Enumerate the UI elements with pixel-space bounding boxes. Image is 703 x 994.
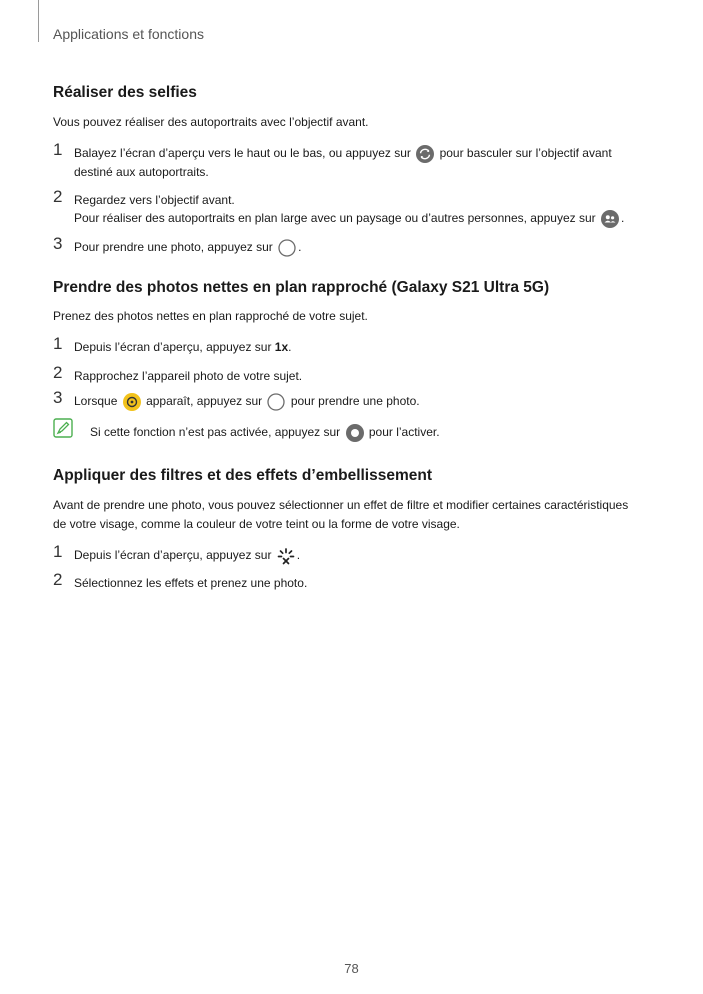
wide-selfie-icon bbox=[601, 210, 619, 228]
note-icon bbox=[53, 418, 73, 438]
header-title: Applications et fonctions bbox=[53, 26, 204, 42]
step-text: apparaît, appuyez sur bbox=[146, 394, 263, 408]
step-text: Pour prendre une photo, appuyez sur bbox=[74, 240, 273, 254]
step-text: Sélectionnez les effets et prenez une photo. bbox=[74, 576, 308, 590]
step-text: Depuis l’écran d’aperçu, appuyez sur bbox=[74, 548, 272, 562]
step-text: pour basculer sur l’objectif avant bbox=[439, 146, 612, 160]
section-title-filters: Appliquer des filtres et des effets d’embellissement bbox=[53, 467, 433, 484]
note-text-b: pour l’activer. bbox=[368, 425, 440, 439]
step-number: 3 bbox=[53, 388, 63, 407]
step-text: . bbox=[296, 548, 301, 562]
step-text: . bbox=[298, 240, 302, 254]
focus-enhancer-icon bbox=[123, 393, 141, 411]
step-text: . bbox=[621, 211, 625, 225]
note-text bbox=[90, 423, 440, 442]
step-text: Pour réaliser des autoportraits en plan large avec un paysage ou d’autres personnes, appuyez sur bbox=[74, 211, 596, 225]
section-intro-closeup: Prenez des photos nettes en plan rapproché de votre sujet. bbox=[53, 309, 368, 323]
step-number: 1 bbox=[53, 542, 63, 561]
step-number: 2 bbox=[53, 363, 63, 382]
step-text: Rapprochez l’appareil photo de votre sujet. bbox=[74, 369, 303, 383]
step-number: 1 bbox=[53, 140, 63, 159]
section-intro-filters-2: de votre visage, comme la couleur de votre teint ou la forme de votre visage. bbox=[53, 517, 460, 531]
toggle-icon bbox=[346, 424, 364, 442]
section-intro-filters-1: Avant de prendre une photo, vous pouvez sélectionner un effet de filtre et modifier certaines caractéristiques bbox=[53, 498, 629, 512]
step-text: destiné aux autoportraits. bbox=[74, 164, 209, 179]
step-text: Lorsque bbox=[74, 394, 118, 408]
step-text: pour prendre une photo. bbox=[290, 394, 420, 408]
zoom-label: 1x bbox=[274, 340, 289, 354]
step-number: 2 bbox=[53, 570, 63, 589]
shutter-icon bbox=[278, 239, 296, 257]
step-text: Balayez l’écran d’aperçu vers le haut ou le bas, ou appuyez sur bbox=[74, 146, 411, 160]
step-number: 3 bbox=[53, 234, 63, 253]
shutter-icon bbox=[267, 393, 285, 411]
note-text-a: Si cette fonction n’est pas activée, appuyez sur bbox=[90, 425, 341, 439]
step-text: Depuis l’écran d’aperçu, appuyez sur bbox=[74, 340, 272, 354]
switch-camera-icon bbox=[416, 145, 434, 163]
filters-icon bbox=[277, 547, 295, 565]
step-text: Regardez vers l’objectif avant. bbox=[74, 193, 235, 207]
header-rule bbox=[38, 0, 39, 42]
page-number: 78 bbox=[344, 961, 359, 976]
step-number: 1 bbox=[53, 334, 63, 353]
step-number: 2 bbox=[53, 187, 63, 206]
section-title-closeup: Prendre des photos nettes en plan rapproché (Galaxy S21 Ultra 5G) bbox=[53, 279, 550, 296]
section-intro-selfies: Vous pouvez réaliser des autoportraits avec l’objectif avant. bbox=[53, 115, 369, 129]
section-title-selfies: Réaliser des selfies bbox=[53, 84, 197, 101]
step-text: . bbox=[288, 340, 292, 354]
